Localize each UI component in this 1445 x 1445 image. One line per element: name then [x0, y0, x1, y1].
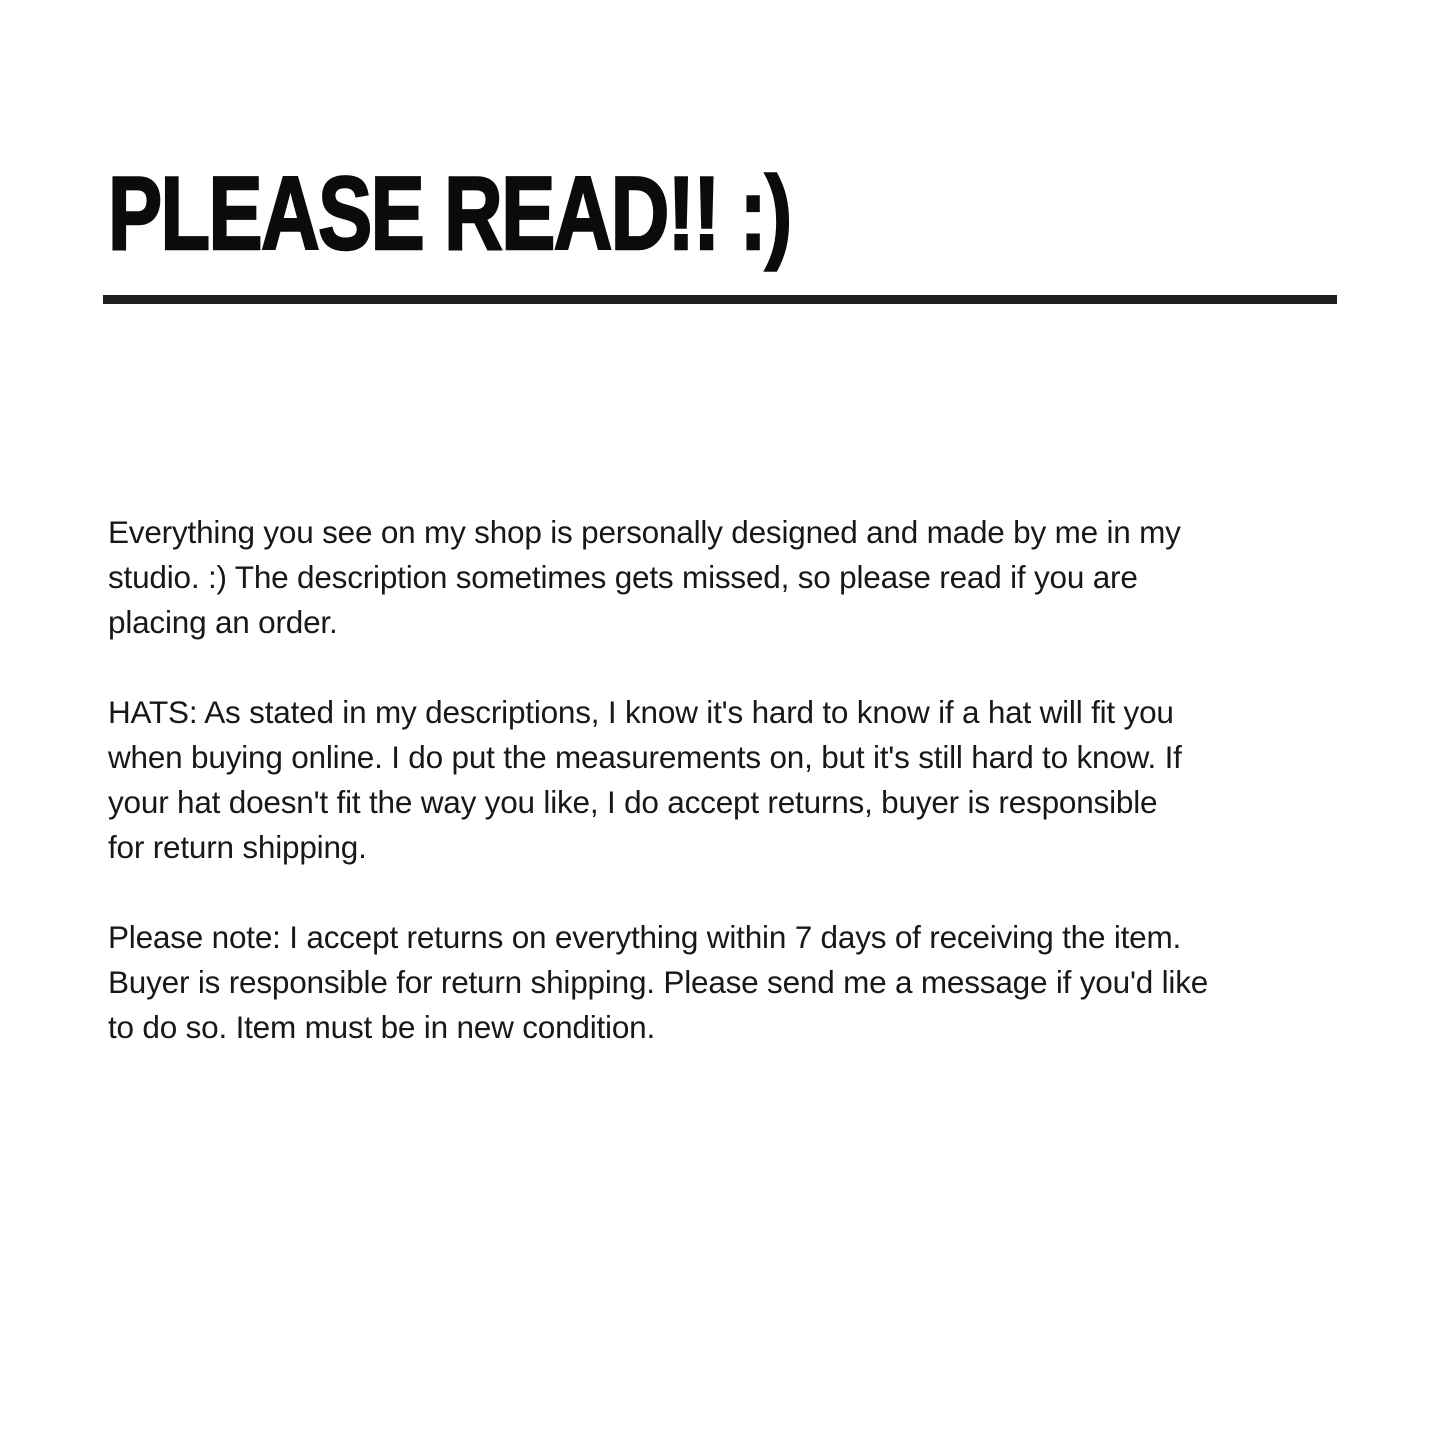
text-line: to do so. Item must be in new condition. — [108, 1009, 656, 1045]
text-line: your hat doesn't fit the way you like, I do accept returns, buyer is responsible — [108, 784, 1158, 820]
title-underline-rule — [103, 295, 1337, 304]
text-line: Everything you see on my shop is personally designed and made by me in my — [108, 514, 1181, 550]
text-line: HATS: As stated in my descriptions, I know it's hard to know if a hat will fit you — [108, 694, 1174, 730]
paragraph-returns-policy — [108, 915, 1337, 1050]
text-line: placing an order. — [108, 604, 338, 640]
text-line: Please note: I accept returns on everything within 7 days of receiving the item. — [108, 919, 1182, 955]
paragraph-hats-policy — [108, 690, 1337, 870]
page-title: PLEASE READ!! :) — [108, 156, 791, 272]
text-line: studio. :) The description sometimes gets missed, so please read if you are — [108, 559, 1138, 595]
text-line: when buying online. I do put the measurements on, but it's still hard to know. If — [108, 739, 1182, 775]
text-line: for return shipping. — [108, 829, 367, 865]
paragraph-shop-intro — [108, 510, 1337, 645]
body-text — [108, 510, 1337, 1050]
text-line: Buyer is responsible for return shipping. Please send me a message if you'd like — [108, 964, 1209, 1000]
